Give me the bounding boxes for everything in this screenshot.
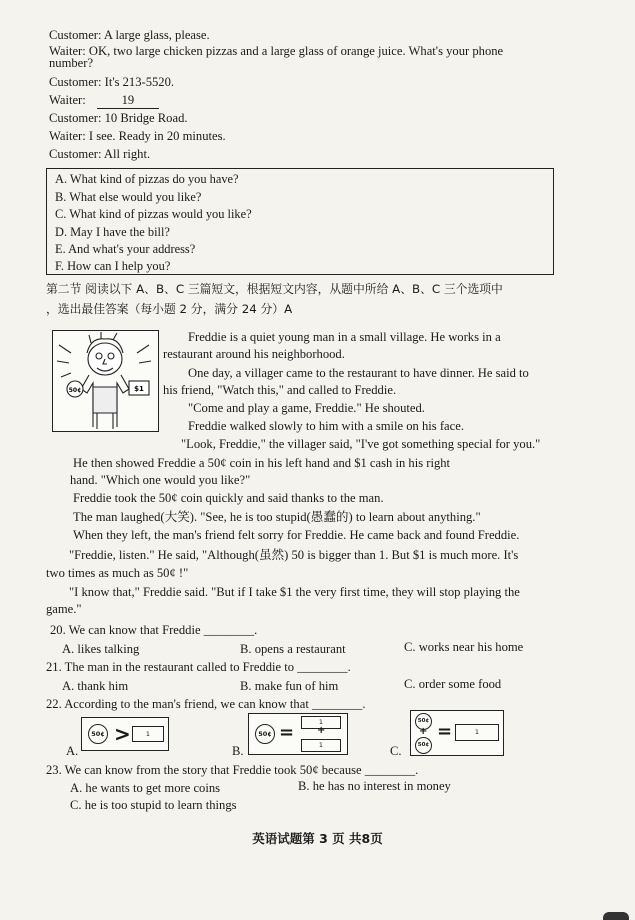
option-b: B. What else would you like? (55, 190, 202, 204)
passage-line-7: "Look, Freddie," the villager said, "I've got something special for you." (181, 437, 541, 451)
waiter-label: Waiter: (49, 93, 86, 107)
section-heading-line-2: ，选出最佳答案（每小题 2 分，满分 24 分）A (46, 302, 293, 316)
dialogue-line-3: Customer: It's 213-5520. (49, 75, 175, 89)
plus-symbol: + (419, 726, 428, 737)
passage-line-8: He then showed Freddie a 50¢ coin in his left hand and $1 cash in his right (73, 456, 451, 470)
dollar-bill-icon: 1 (132, 726, 164, 742)
freddie-illustration (52, 330, 159, 432)
passage-line-12: When they left, the man's friend felt sorry for Freddie. He came back and found Freddie. (73, 528, 520, 542)
passage-line-9: hand. "Which one would you like?" (70, 473, 251, 487)
equals-symbol: = (437, 721, 453, 742)
passage-line-13: "Freddie, listen." He said, "Although(虽然) 50 is bigger than 1. But $1 is much more. It's (69, 548, 519, 562)
corner-mark (603, 912, 629, 920)
question-20-option-b: B. opens a restaurant (240, 642, 346, 656)
page-footer: 英语试题第 3 页 共8页 (252, 831, 383, 846)
illus-coin-label: 50¢ (68, 387, 82, 394)
question-20-option-a: A. likes talking (62, 642, 140, 656)
dialogue-line-4 (49, 93, 159, 109)
question-23-option-c: C. he is too stupid to learn things (70, 798, 237, 812)
option-c-image (410, 710, 504, 756)
plus-symbol: + (317, 725, 326, 736)
question-21-option-a: A. thank him (62, 679, 129, 693)
question-21-option-b: B. make fun of him (240, 679, 339, 693)
question-23-option-b: B. he has no interest in money (298, 779, 451, 793)
equals-symbol: = (279, 722, 295, 743)
option-a-image (81, 717, 169, 751)
passage-line-4: his friend, "Watch this," and called to Freddie. (163, 383, 397, 397)
dialogue-line-2: Waiter: OK, two large chicken pizzas and a large glass of orange juice. What's your phone number? (49, 44, 504, 70)
option-f: F. How can I help you? (55, 259, 171, 273)
question-21-stem: 21. The man in the restaurant called to Freddie to ________. (46, 660, 351, 674)
question-22-option-a-label: A. (66, 744, 79, 758)
passage-line-1: Freddie is a quiet young man in a small village. He works in a (188, 330, 501, 344)
option-c: C. What kind of pizzas would you like? (55, 207, 252, 221)
options-box (46, 168, 554, 275)
option-a: A. What kind of pizzas do you have? (55, 172, 239, 186)
passage-line-11: The man laughed(大笑). "See, he is too stupid(愚蠢的) to learn about anything." (73, 510, 481, 524)
dollar-bill-icon: 1 (301, 716, 341, 729)
coin-icon: 50¢ (415, 737, 432, 754)
passage-line-10: Freddie took the 50¢ coin quickly and said thanks to the man. (73, 491, 384, 505)
dollar-bill-icon: 1 (455, 724, 499, 741)
question-22-option-c-label: C. (390, 744, 402, 758)
passage-line-14: two times as much as 50¢ !" (46, 566, 189, 580)
passage-line-3: One day, a villager came to the restaurant to have dinner. He said to (188, 366, 529, 380)
question-23-option-a: A. he wants to get more coins (70, 781, 221, 795)
option-d: D. May I have the bill? (55, 225, 170, 239)
option-e: E. And what's your address? (55, 242, 196, 256)
question-20-stem: 20. We can know that Freddie ________. (50, 623, 258, 637)
dialogue-line-1: Customer: A large glass, please. (49, 28, 210, 42)
question-22-option-b-label: B. (232, 744, 244, 758)
dialogue-line-6: Waiter: I see. Ready in 20 minutes. (49, 129, 226, 143)
passage-line-5: "Come and play a game, Freddie." He shouted. (188, 401, 425, 415)
coin-icon: 50¢ (255, 724, 275, 744)
dialogue-line-7: Customer: All right. (49, 147, 151, 161)
option-b-image (248, 713, 348, 755)
question-21-option-c: C. order some food (404, 677, 502, 691)
answer-blank-19: 19 (97, 93, 159, 109)
section-heading-line-1: 第二节 阅读以下 A、B、C 三篇短文，根据短文内容，从题中所给 A、B、C 三个选项中 (46, 282, 503, 296)
question-20-option-c: C. works near his home (404, 640, 524, 654)
passage-line-2: restaurant around his neighborhood. (163, 347, 345, 361)
greater-than-symbol: > (114, 722, 131, 746)
passage-line-15: "I know that," Freddie said. "But if I take $1 the very first time, they will stop playing the (69, 585, 520, 599)
passage-line-16: game." (46, 602, 82, 616)
coin-icon: 50¢ (415, 713, 432, 730)
question-22-stem: 22. According to the man's friend, we can know that ________. (46, 697, 366, 711)
dialogue-line-5: Customer: 10 Bridge Road. (49, 111, 188, 125)
freddie-drawing (53, 331, 158, 431)
dollar-bill-icon: 1 (301, 739, 341, 752)
passage-line-6: Freddie walked slowly to him with a smile on his face. (188, 419, 464, 433)
question-23-stem: 23. We can know from the story that Freddie took 50¢ because ________. (46, 763, 419, 777)
illus-bill-label: $1 (134, 385, 144, 393)
coin-icon: 50¢ (88, 724, 108, 744)
